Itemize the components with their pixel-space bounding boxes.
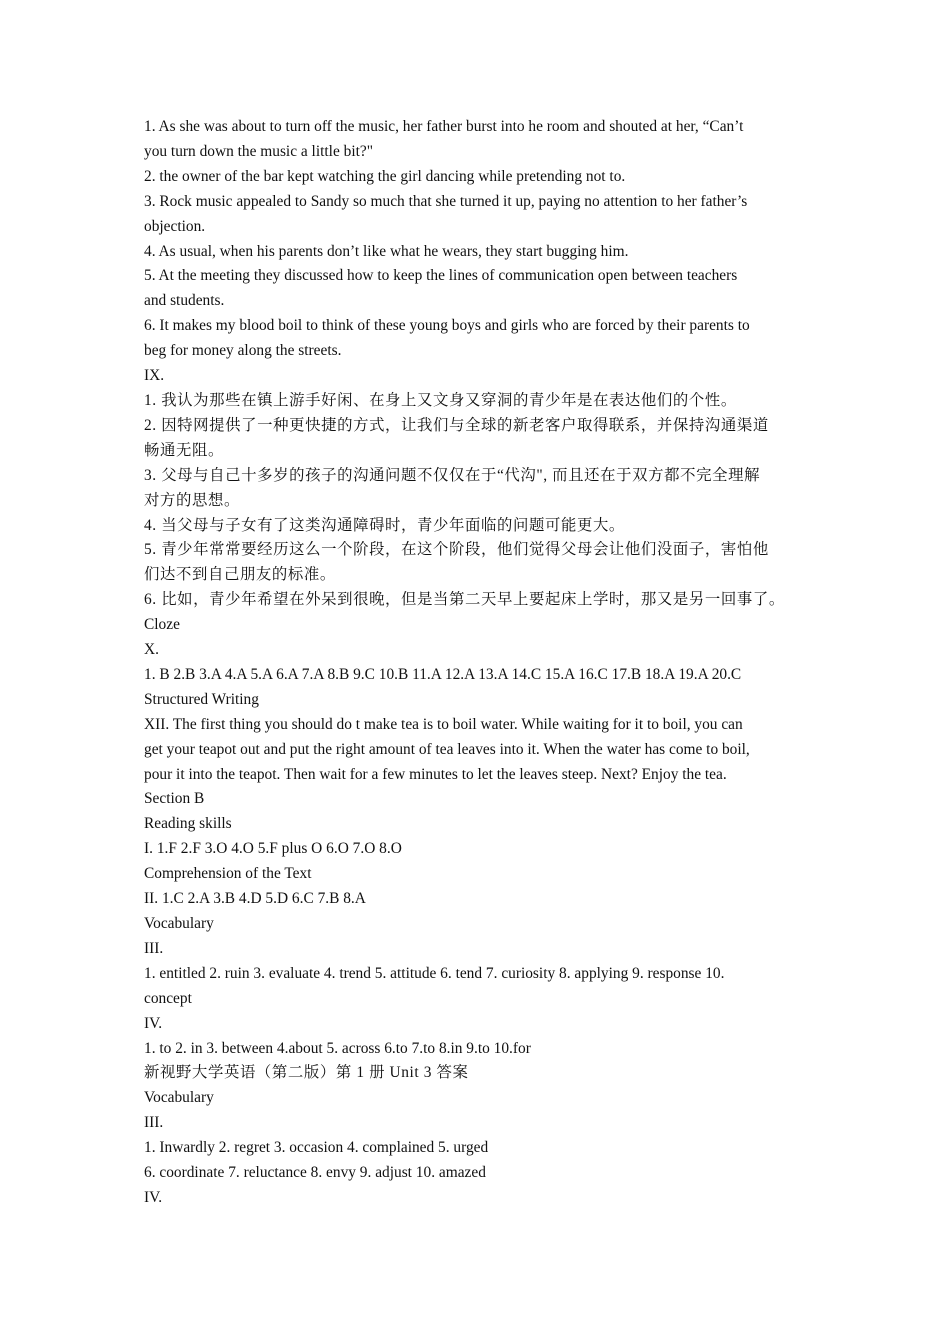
text-line: pour it into the teapot. Then wait for a few minutes to let the leaves steep. Next? Enjoy the tea.: [144, 765, 727, 783]
section-heading: Comprehension of the Text: [144, 865, 312, 883]
text-line: 3. Rock music appealed to Sandy so much that she turned it up, paying no attention to her father’s: [144, 192, 748, 210]
section-heading: III.: [144, 1114, 164, 1132]
answer-line: I. 1.F 2.F 3.O 4.O 5.F plus O 6.O 7.O 8.O: [144, 840, 402, 858]
section-heading: Vocabulary: [144, 915, 214, 932]
text-line: 5. At the meeting they discussed how to keep the lines of communication open between teachers: [144, 267, 738, 285]
section-heading: Cloze: [144, 616, 180, 634]
section-heading: IX.: [144, 367, 165, 385]
text-line: 3. 父母与自己十多岁的孩子的沟通问题不仅仅在于“代沟", 而且还在于双方都不完全理解: [144, 466, 761, 484]
section-heading: Vocabulary: [144, 1089, 214, 1107]
text-line: 畅通无阻。: [144, 441, 224, 459]
section-heading: Structured Writing: [144, 690, 259, 708]
text-line: 对方的思想。: [144, 491, 240, 509]
answer-line: II. 1.C 2.A 3.B 4.D 5.D 6.C 7.B 8.A: [144, 890, 366, 908]
text-line: 5. 青少年常常要经历这么一个阶段，在这个阶段，他们觉得父母会让他们没面子，害怕他: [144, 541, 769, 559]
section-heading: Reading skills: [144, 815, 232, 833]
text-line: 2. 因特网提供了一种更快捷的方式，让我们与全球的新老客户取得联系，并保持沟通渠道: [144, 416, 769, 434]
text-line: XII. The first thing you should do t make tea is to boil water. While waiting for it to boil, you can: [144, 715, 743, 733]
text-line: you turn down the music a little bit?": [144, 142, 373, 160]
section-heading: IV.: [144, 1014, 163, 1032]
document-body: [144, 115, 816, 1211]
text-line: get your teapot out and put the right amount of tea leaves into it. When the water has come to boil,: [144, 740, 750, 758]
unit-title: 新视野大学英语（第二版）第 1 册 Unit 3 答案: [144, 1064, 469, 1082]
text-line: 1. As she was about to turn off the music, her father burst into he room and shouted at her, “Can’t: [144, 118, 744, 135]
answer-line: 1. to 2. in 3. between 4.about 5. across 6.to 7.to 8.in 9.to 10.for: [144, 1039, 531, 1057]
text-line: 4. 当父母与子女有了这类沟通障碍时，青少年面临的问题可能更大。: [144, 516, 625, 534]
section-heading: IV.: [144, 1188, 163, 1206]
text-line: 6. It makes my blood boil to think of these young boys and girls who are forced by their parents to: [144, 317, 750, 335]
answer-line: 1. entitled 2. ruin 3. evaluate 4. trend 5. attitude 6. tend 7. curiosity 8. applying 9. response 10.: [144, 964, 725, 982]
answer-line: 1. Inwardly 2. regret 3. occasion 4. complained 5. urged: [144, 1139, 489, 1157]
section-heading: X.: [144, 641, 159, 659]
text-line: objection.: [144, 217, 206, 235]
text-line: and students.: [144, 292, 225, 310]
text-line: 6. 比如，青少年希望在外呆到很晚，但是当第二天早上要起床上学时，那又是另一回事了。: [144, 591, 785, 609]
answer-line: concept: [144, 989, 192, 1007]
answer-line: 6. coordinate 7. reluctance 8. envy 9. adjust 10. amazed: [144, 1164, 486, 1182]
text-line: 4. As usual, when his parents don’t like what he wears, they start bugging him.: [144, 242, 629, 260]
text-line: beg for money along the streets.: [144, 342, 342, 360]
section-heading: Section B: [144, 790, 205, 808]
text-line: 们达不到自己朋友的标准。: [144, 566, 336, 584]
text-line: 2. the owner of the bar kept watching the girl dancing while pretending not to.: [144, 167, 626, 185]
section-heading: III.: [144, 939, 164, 957]
text-line: 1. 我认为那些在镇上游手好闲、在身上又文身又穿洞的青少年是在表达他们的个性。: [144, 391, 737, 409]
answer-line: 1. B 2.B 3.A 4.A 5.A 6.A 7.A 8.B 9.C 10.B 11.A 12.A 13.A 14.C 15.A 16.C 17.B 18.A 19.A 20.C: [144, 665, 742, 683]
